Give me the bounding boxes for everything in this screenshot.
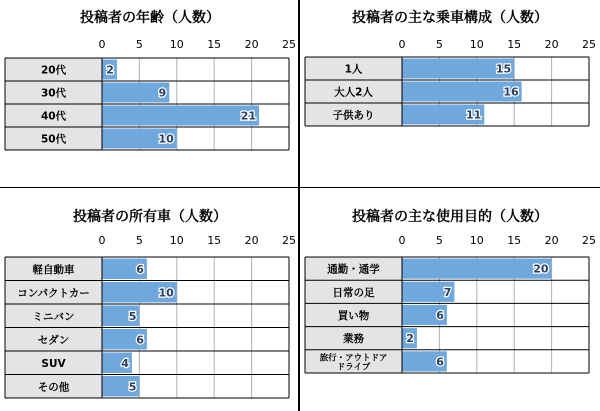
value-label: 15 (495, 62, 512, 76)
x-tick-label: 5 (435, 234, 443, 247)
category-label: 30代 (40, 87, 67, 100)
category-label-line: 旅行・アウトドア (319, 353, 388, 364)
owned-car-chart (0, 188, 300, 411)
value-label: 5 (128, 380, 137, 394)
x-tick-label: 0 (98, 38, 106, 51)
category-label: 1人 (344, 63, 363, 76)
occupancy-chart (300, 0, 600, 170)
purpose-chart (300, 188, 600, 411)
value-label: 21 (240, 109, 257, 123)
x-tick-label: 10 (169, 234, 184, 247)
x-tick-label: 25 (282, 38, 296, 51)
x-tick-label: 5 (135, 234, 143, 247)
category-label: 業務 (343, 333, 364, 346)
x-tick-label: 5 (435, 38, 443, 51)
value-label: 10 (158, 132, 174, 146)
category-label: 日常の足 (332, 286, 375, 299)
value-label: 6 (136, 333, 144, 347)
chart-title: 投稿者の所有車（人数） (73, 209, 227, 225)
category-label: 50代 (40, 133, 67, 146)
x-tick-label: 20 (244, 38, 259, 51)
value-label: 20 (533, 262, 549, 276)
x-tick-label: 0 (398, 234, 406, 247)
category-label: 大人2人 (334, 86, 373, 99)
x-tick-label: 0 (398, 38, 406, 51)
x-tick-label: 0 (98, 234, 106, 247)
x-tick-label: 15 (207, 38, 222, 51)
value-label: 2 (106, 63, 114, 77)
x-tick-label: 25 (582, 234, 596, 247)
bar (402, 259, 552, 279)
x-tick-label: 15 (507, 234, 522, 247)
chart-title: 投稿者の年齢（人数） (80, 10, 220, 26)
chart-title: 投稿者の主な乗車構成（人数） (352, 10, 548, 26)
category-label: ミニバン (32, 310, 75, 323)
value-label: 5 (128, 309, 137, 323)
category-label: 買い物 (337, 310, 370, 322)
value-label: 11 (465, 108, 482, 122)
category-label: SUV (41, 357, 66, 370)
category-label: 軽自動車 (32, 263, 75, 276)
x-tick-label: 25 (582, 38, 596, 51)
x-tick-label: 15 (207, 234, 222, 247)
x-tick-label: 10 (469, 234, 484, 247)
category-label-line: ドライブ (336, 362, 371, 373)
value-label: 2 (406, 332, 414, 346)
category-label: コンパクトカー (17, 287, 90, 300)
x-tick-label: 20 (244, 234, 259, 247)
age-chart (0, 0, 300, 170)
category-label: その他 (37, 381, 70, 394)
x-tick-label: 20 (544, 38, 559, 51)
value-label: 6 (436, 309, 444, 322)
value-label: 7 (443, 285, 452, 299)
x-tick-label: 15 (507, 38, 522, 51)
value-label: 6 (436, 355, 444, 369)
x-tick-label: 10 (469, 38, 484, 51)
chart-title: 投稿者の主な使用目的（人数） (352, 209, 548, 225)
category-label: 通勤・通学 (327, 263, 380, 276)
x-tick-label: 10 (169, 38, 184, 51)
x-tick-label: 5 (135, 38, 143, 51)
category-label: セダン (37, 334, 70, 347)
category-label: 子供あり (332, 109, 375, 122)
value-label: 9 (158, 86, 167, 100)
category-label: 20代 (40, 64, 67, 77)
value-label: 10 (158, 286, 174, 300)
value-label: 6 (136, 262, 144, 276)
value-label: 16 (503, 85, 519, 99)
bar (102, 106, 259, 126)
x-tick-label: 25 (282, 234, 296, 247)
value-label: 4 (121, 356, 129, 370)
x-tick-label: 20 (544, 234, 559, 247)
category-label: 40代 (40, 110, 67, 123)
